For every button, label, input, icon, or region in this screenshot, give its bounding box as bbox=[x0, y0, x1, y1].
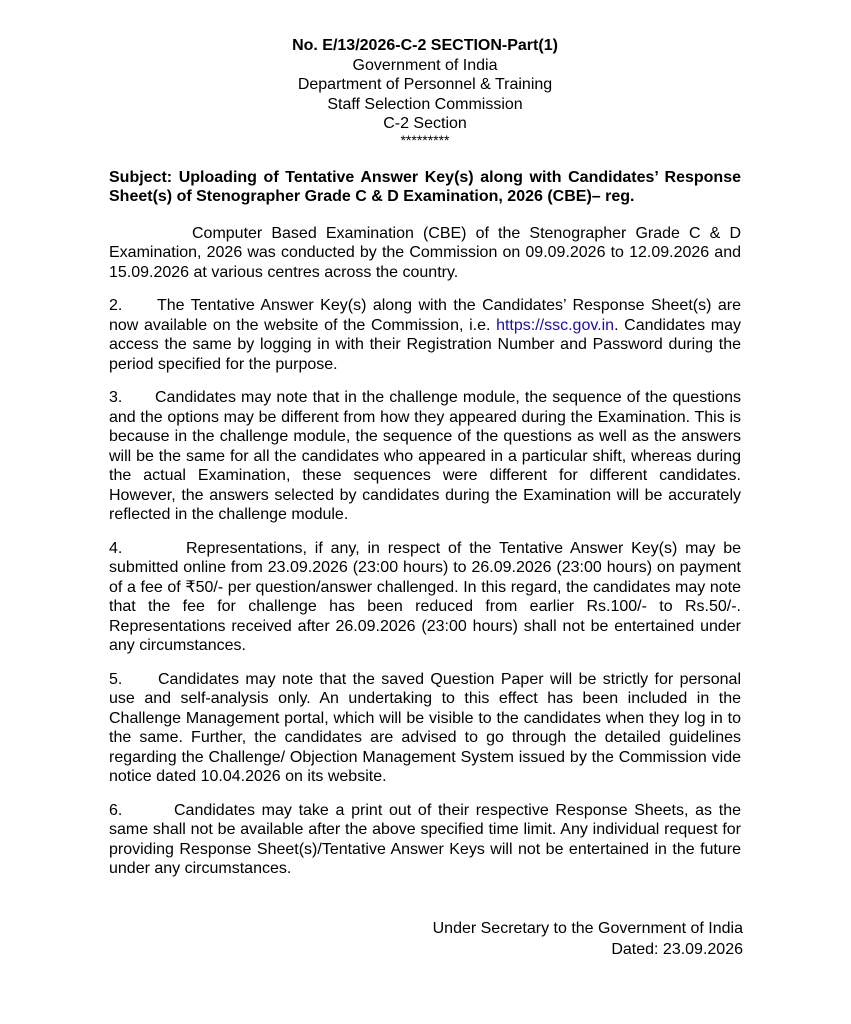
paragraph-6 bbox=[109, 801, 741, 879]
header-commission: Staff Selection Commission bbox=[327, 95, 523, 113]
notice-document bbox=[109, 36, 741, 879]
paragraph-4 bbox=[109, 539, 741, 656]
header-department: Department of Personnel & Training bbox=[297, 76, 553, 93]
header-government: Government of India bbox=[352, 56, 498, 74]
paragraph-6-text: Candidates may take a print out of their respective Response Sheets, as the same shall not be available after the above specified time limit. Any individual request for providing Response Sheet(s)/Tentative Answer Keys will not be entertained in the future under any circumstances. bbox=[109, 801, 741, 877]
notice-header bbox=[109, 36, 741, 146]
signature-date: Dated: 23.09.2026 bbox=[611, 941, 743, 958]
reference-number: No. E/13/2026-C-2 SECTION-Part(1) bbox=[292, 37, 558, 54]
paragraph-4-text: Representations, if any, in respect of the Tentative Answer Key(s) may be submitted online from 23.09.2026 (23:00 hours) to 26.09.2026 (23:00 hours) on payment of a fee of ₹50/- per question/answer challenged. In this regard, the candidates may note that the fee for challenge has been reduced from earlier Rs.100/- to Rs.50/-. Representations received after 26.09.2026 (23:00 hours) shall not be entertained under any circumstances. bbox=[109, 539, 741, 654]
paragraph-2-text-after: . Candidates may access the same by logging in with their Registration Number and Password during the period specified for the purpose. bbox=[109, 316, 741, 373]
paragraph-number: 4. bbox=[109, 539, 123, 557]
paragraph-5 bbox=[109, 670, 741, 787]
paragraph-number: 6. bbox=[109, 801, 123, 819]
ssc-website-link[interactable]: https://ssc.gov.in bbox=[496, 316, 615, 334]
paragraph-number: 2. bbox=[109, 297, 123, 314]
paragraph-3 bbox=[109, 388, 741, 525]
header-separator: ********* bbox=[400, 131, 450, 148]
header-section: C-2 Section bbox=[383, 115, 467, 132]
paragraph-1: Computer Based Examination (CBE) of the Stenographer Grade C & D Examination, 2026 was conducted by the Commission on 09.09.2026 to 12.09.2026 and 15.09.2026 at various centres across the country. bbox=[109, 224, 741, 281]
signature-block bbox=[433, 918, 743, 960]
paragraph-number: 5. bbox=[109, 670, 123, 688]
paragraph-2 bbox=[109, 296, 741, 374]
paragraph-2-text-before: The Tentative Answer Key(s) along with the Candidates’ Response Sheet(s) are now available on the website of the Commission, i.e. bbox=[109, 297, 741, 334]
signatory-designation: Under Secretary to the Government of India bbox=[432, 920, 743, 937]
paragraph-5-text: Candidates may note that the saved Question Paper will be strictly for personal use and self-analysis only. An undertaking to this effect has been included in the Challenge Management portal, which will be visible to the candidates when they log in to the same. Further, the candidates are advised to go through the detailed guidelines regarding the Challenge/ Objection Management System issued by the Commission vide notice dated 10.04.2026 on its website. bbox=[109, 670, 741, 785]
subject-line: Subject: Uploading of Tentative Answer Key(s) along with Candidates’ Response Sheet(s) of Stenographer Grade C & D Examination, 2026 (CBE)– reg. bbox=[109, 168, 741, 205]
paragraph-number: 3. bbox=[109, 389, 123, 406]
paragraph-3-text: Candidates may note that in the challenge module, the sequence of the questions and the options may be different from how they appeared during the Examination. This is because in the challenge module, the sequence of the questions as well as the answers will be the same for all the candidates who appeared in a particular shift, whereas during the actual Examination, these sequences were different for different candidates. However, the answers selected by candidates during the Examination will be accurately reflected in the challenge module. bbox=[109, 389, 741, 523]
